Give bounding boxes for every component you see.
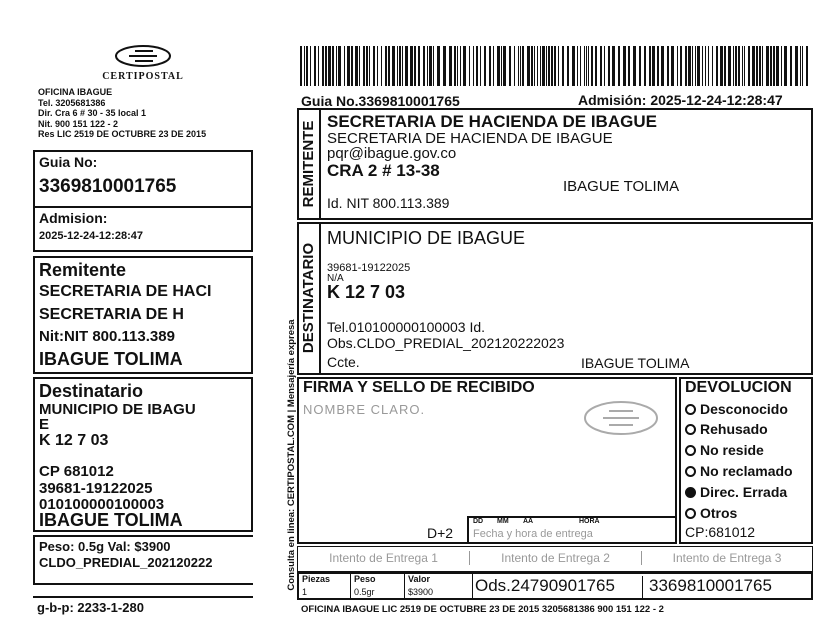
valor-label: Valor	[408, 574, 431, 584]
barcode-bar	[537, 46, 538, 86]
intentos-row	[297, 546, 813, 572]
devolucion-option[interactable]	[685, 463, 793, 479]
barcode-bar	[542, 46, 545, 86]
barcode-bar	[762, 46, 763, 86]
office-info	[38, 87, 206, 140]
devolucion-option[interactable]	[685, 401, 788, 417]
barcode-bar	[577, 46, 578, 86]
barcode-bar	[692, 46, 693, 86]
fecha-label: Fecha y hora de entrega	[473, 528, 593, 540]
header-guia: Guia No.3369810001765	[301, 93, 460, 109]
left-dest-cp: CP 681012	[39, 463, 114, 480]
guia-value: 3369810001765	[39, 176, 177, 197]
left-remitente-line: SECRETARIA DE H	[39, 306, 184, 323]
logo-text: CERTIPOSTAL	[102, 71, 184, 82]
radio-icon[interactable]	[685, 424, 696, 435]
barcode-bar	[644, 46, 646, 86]
option-label: Otros	[700, 505, 738, 521]
left-peso-box	[33, 535, 253, 585]
barcode-bar	[429, 46, 432, 86]
remitente-side	[299, 110, 321, 218]
barcode-bar	[484, 46, 486, 86]
remitente-side-label: REMITENTE	[300, 120, 317, 208]
barcode-bar	[501, 46, 502, 86]
barcode-bar	[806, 46, 808, 86]
barcode-bar	[493, 46, 494, 86]
barcode-bar	[457, 46, 458, 86]
barcode-bar	[336, 46, 337, 86]
barcode-bar	[546, 46, 547, 86]
firma-box	[297, 377, 677, 544]
barcode-bar	[328, 46, 331, 86]
barcode-bar	[790, 46, 792, 86]
barcode-bar	[314, 46, 316, 86]
guia-label: Guia No:	[39, 154, 98, 170]
ods-value: Ods.24790901765	[475, 576, 643, 598]
barcode-bar	[770, 46, 772, 86]
devolucion-title: DEVOLUCION	[685, 379, 792, 396]
radio-icon[interactable]	[685, 466, 696, 477]
barcode-bar	[304, 46, 305, 86]
barcode-bar	[657, 46, 659, 86]
intento-3: Intento de Entrega 3	[672, 551, 782, 565]
barcode-bar	[322, 46, 324, 86]
barcode-bar	[332, 46, 334, 86]
fecha-box	[467, 516, 675, 542]
barcode-bar	[310, 46, 311, 86]
barcode-bar	[680, 46, 682, 86]
destinatario-city: IBAGUE TOLIMA	[581, 355, 690, 371]
barcode-bar	[572, 46, 575, 86]
barcode-bar	[558, 46, 559, 86]
fecha-aa: AA	[523, 518, 534, 525]
barcode-bar	[702, 46, 703, 86]
barcode-bar	[697, 46, 700, 86]
barcode-bar	[369, 46, 370, 86]
header-admision: Admisión: 2025-12-24-12:28:47	[578, 92, 783, 108]
barcode-bar	[688, 46, 691, 86]
devolucion-option[interactable]	[685, 421, 768, 437]
left-remitente-line: IBAGUE TOLIMA	[39, 349, 183, 369]
barcode-icon	[300, 46, 810, 86]
barcode-bar	[580, 46, 581, 86]
barcode-bar	[604, 46, 605, 86]
intento-2: Intento de Entrega 2	[470, 551, 642, 565]
barcode-bar	[588, 46, 589, 86]
remitente-box	[297, 108, 813, 220]
barcode-bar	[366, 46, 368, 86]
barcode-bar	[405, 46, 408, 86]
piezas-cell	[299, 574, 351, 598]
option-label: Direc. Errada	[700, 484, 788, 500]
barcode-bar	[784, 46, 787, 86]
barcode-bar	[735, 46, 737, 86]
remitente-name2: SECRETARIA DE HACIENDA DE IBAGUE	[327, 130, 613, 147]
barcode-bar	[795, 46, 798, 86]
barcode-bar	[363, 46, 365, 86]
barcode-bar	[351, 46, 353, 86]
admision-value: 2025-12-24-12:28:47	[39, 230, 143, 242]
firma-d2: D+2	[427, 525, 454, 541]
devolucion-option[interactable]	[685, 505, 737, 521]
barcode-bar	[551, 46, 553, 86]
fecha-mm: MM	[497, 518, 509, 525]
barcode-bar	[667, 46, 669, 86]
barcode-bar	[562, 46, 564, 86]
left-dest-city: IBAGUE TOLIMA	[39, 510, 183, 530]
barcode-bar	[497, 46, 500, 86]
barcode-bar	[397, 46, 398, 86]
valor-value: $3900	[408, 587, 434, 597]
destinatario-ref: 39681-19122025	[327, 262, 411, 274]
barcode-bar	[548, 46, 550, 86]
barcode-bar	[733, 46, 734, 86]
barcode-bar	[695, 46, 696, 86]
barcode-bar	[338, 46, 341, 86]
barcode-bar	[685, 46, 687, 86]
option-label: No reside	[700, 442, 764, 458]
left-destinatario-line: MUNICIPIO DE IBAGU	[39, 401, 196, 418]
barcode-bar	[318, 46, 319, 86]
barcode-bar	[802, 46, 803, 86]
office-line: Dir. Cra 6 # 30 - 35 local 1	[38, 108, 147, 119]
barcode-bar	[716, 46, 718, 86]
barcode-bar	[385, 46, 387, 86]
devolucion-option[interactable]	[685, 442, 764, 458]
destinatario-side-label: DESTINATARIO	[300, 242, 317, 354]
left-remitente-box	[33, 256, 253, 374]
barcode-bar	[509, 46, 511, 86]
barcode-bar	[705, 46, 706, 86]
barcode-bar	[554, 46, 556, 86]
destinatario-side	[299, 224, 321, 373]
left-gbp-line: g-b-p: 2233-1-280	[37, 600, 144, 615]
barcode-bar	[344, 46, 345, 86]
barcode-bar	[460, 46, 461, 86]
fecha-hora: HORA	[579, 518, 600, 525]
office-line: OFICINA IBAGUE	[38, 87, 113, 97]
fecha-dd: DD	[473, 518, 484, 525]
barcode-bar	[503, 46, 506, 86]
piezas-label: Piezas	[302, 574, 331, 584]
barcode-bar	[586, 46, 587, 86]
remitente-city: IBAGUE TOLIMA	[563, 178, 680, 195]
barcode-bar	[800, 46, 801, 86]
barcode-bar	[661, 46, 664, 86]
destinatario-address: K 12 7 03	[327, 282, 406, 302]
barcode-bar	[514, 46, 515, 86]
barcode-bar	[628, 46, 630, 86]
barcode-bar	[518, 46, 519, 86]
admision-label: Admision:	[39, 210, 108, 226]
barcode-bar	[612, 46, 615, 86]
barcode-bar	[402, 46, 403, 86]
destinatario-tel: Tel.010100000100003 Id.	[327, 319, 486, 335]
guia-box	[33, 150, 253, 208]
radio-icon[interactable]	[685, 404, 696, 415]
barcode-bar	[520, 46, 521, 86]
barcode-bar	[531, 46, 533, 86]
barcode-bar	[766, 46, 769, 86]
barcode-bar	[325, 46, 327, 86]
remitente-address: CRA 2 # 13-38	[327, 161, 440, 180]
option-label: No reclamado	[700, 463, 793, 479]
barcode-bar	[300, 46, 302, 86]
devolucion-cp: CP:681012	[685, 524, 756, 540]
barcode-bar	[423, 46, 425, 86]
destinatario-ccte: Ccte.	[327, 354, 360, 370]
barcode-bar	[618, 46, 620, 86]
barcode-bar	[649, 46, 651, 86]
barcode-bar	[608, 46, 610, 86]
barcode-bar	[480, 46, 481, 86]
barcode-bar	[373, 46, 375, 86]
barcode-bar	[738, 46, 740, 86]
barcode-bar	[744, 46, 745, 86]
barcode-bar	[449, 46, 452, 86]
barcode-bar	[489, 46, 491, 86]
stamp-icon	[581, 399, 661, 437]
barcode-bar	[399, 46, 401, 86]
left-destinatario-box	[33, 377, 253, 532]
barcode-bar	[671, 46, 674, 86]
barcode-bar	[476, 46, 478, 86]
barcode-bar	[773, 46, 775, 86]
left-destinatario-line: E	[39, 416, 50, 433]
left-dest-ref: 39681-19122025	[39, 480, 153, 497]
barcode-bar	[534, 46, 535, 86]
barcode-bar	[776, 46, 779, 86]
barcode-bar	[652, 46, 655, 86]
divider	[33, 596, 253, 598]
barcode-bar	[639, 46, 641, 86]
destinatario-na: N/A	[327, 273, 344, 284]
barcode-bar	[584, 46, 585, 86]
barcode-bar	[454, 46, 456, 86]
barcode-bar	[433, 46, 434, 86]
destinatario-box	[297, 222, 813, 375]
left-dest-tel: 010100000100003	[39, 496, 165, 513]
barcode-bar	[748, 46, 750, 86]
barcode-bar	[677, 46, 678, 86]
barcode-bar	[633, 46, 636, 86]
peso-value: 0.5gr	[354, 587, 375, 597]
certipostal-logo-icon	[113, 44, 173, 68]
barcode-bar	[781, 46, 782, 86]
barcode-bar	[600, 46, 602, 86]
remitente-nit: Id. NIT 800.113.389	[327, 195, 450, 211]
left-remitente-title: Remitente	[39, 260, 127, 280]
devolucion-option[interactable]	[685, 484, 787, 500]
logo	[88, 44, 198, 84]
admision-box	[33, 208, 253, 252]
devolucion-box	[679, 377, 813, 544]
barcode-bar	[567, 46, 569, 86]
destinatario-obs: Obs.CLDO_PREDIAL_202120222023	[327, 335, 565, 351]
left-remitente-line: Nit:NIT 800.113.389	[39, 328, 175, 345]
option-label: Rehusado	[700, 421, 768, 437]
left-destinatario-title: Destinatario	[39, 381, 144, 401]
guia-bottom-value: 3369810001765	[649, 576, 772, 595]
barcode-bar	[392, 46, 395, 86]
peso-cell	[351, 574, 405, 598]
peso-label: Peso	[354, 574, 376, 584]
barcode-bar	[708, 46, 709, 86]
barcode-bar	[418, 46, 420, 86]
barcode-bar	[540, 46, 541, 86]
left-peso-line: Peso: 0.5g Val: $3900	[39, 539, 171, 554]
barcode-bar	[463, 46, 466, 86]
barcode-bar	[752, 46, 755, 86]
office-line: Res LIC 2519 DE OCTUBRE 23 DE 2015	[38, 129, 207, 140]
piezas-value: 1	[302, 587, 308, 597]
barcode-bar	[414, 46, 416, 86]
barcode-bar	[595, 46, 597, 86]
barcode-bar	[473, 46, 474, 86]
barcode-bar	[427, 46, 428, 86]
radio-icon[interactable]	[685, 445, 696, 456]
barcode-bar	[377, 46, 378, 86]
barcode-bar	[591, 46, 593, 86]
barcode-bar	[720, 46, 723, 86]
barcode-bar	[724, 46, 726, 86]
office-line: Tel. 3205681386	[38, 97, 106, 108]
barcode-bar	[355, 46, 358, 86]
radio-icon[interactable]	[685, 508, 696, 519]
barcode-bar	[469, 46, 470, 86]
barcode-bar	[388, 46, 390, 86]
left-destinatario-line: K 12 7 03	[39, 432, 109, 449]
barcode-bar	[527, 46, 530, 86]
remitente-email: pqr@ibague.gov.co	[327, 145, 457, 162]
destinatario-name: MUNICIPIO DE IBAGUE	[327, 228, 526, 248]
barcode-bar	[728, 46, 731, 86]
option-label: Desconocido	[700, 401, 788, 417]
left-remitente-line: SECRETARIA DE HACI	[39, 283, 212, 300]
barcode-bar	[522, 46, 524, 86]
barcode-bar	[759, 46, 761, 86]
left-cldo-line: CLDO_PREDIAL_202120222	[39, 555, 213, 570]
barcode-bar	[306, 46, 308, 86]
intento-1: Intento de Entrega 1	[298, 551, 470, 565]
barcode-bar	[742, 46, 743, 86]
firma-nombre: NOMBRE CLARO.	[303, 402, 426, 417]
remitente-name: SECRETARIA DE HACIENDA DE IBAGUE	[327, 112, 657, 131]
barcode-bar	[381, 46, 382, 86]
vertical-consulta-text: Consulta en linea: CERTIPOSTAL.COM | Mensajería expresa	[286, 319, 297, 591]
footer-line: OFICINA IBAGUE LIC 2519 DE OCTUBRE 23 DE 2015 3205681386 900 151 122 - 2	[301, 604, 664, 615]
barcode-bar	[437, 46, 440, 86]
office-line: Nit. 900 151 122 - 2	[38, 118, 119, 129]
barcode-bar	[623, 46, 626, 86]
barcode-bar	[410, 46, 413, 86]
barcode-bar	[756, 46, 758, 86]
barcode-bar	[712, 46, 713, 86]
barcode-bar	[443, 46, 446, 86]
barcode-bar	[347, 46, 350, 86]
bottom-row	[297, 572, 813, 600]
radio-checked-icon[interactable]	[685, 487, 696, 498]
firma-title: FIRMA Y SELLO DE RECIBIDO	[303, 379, 535, 396]
barcode-bar	[359, 46, 360, 86]
valor-cell	[405, 574, 473, 598]
